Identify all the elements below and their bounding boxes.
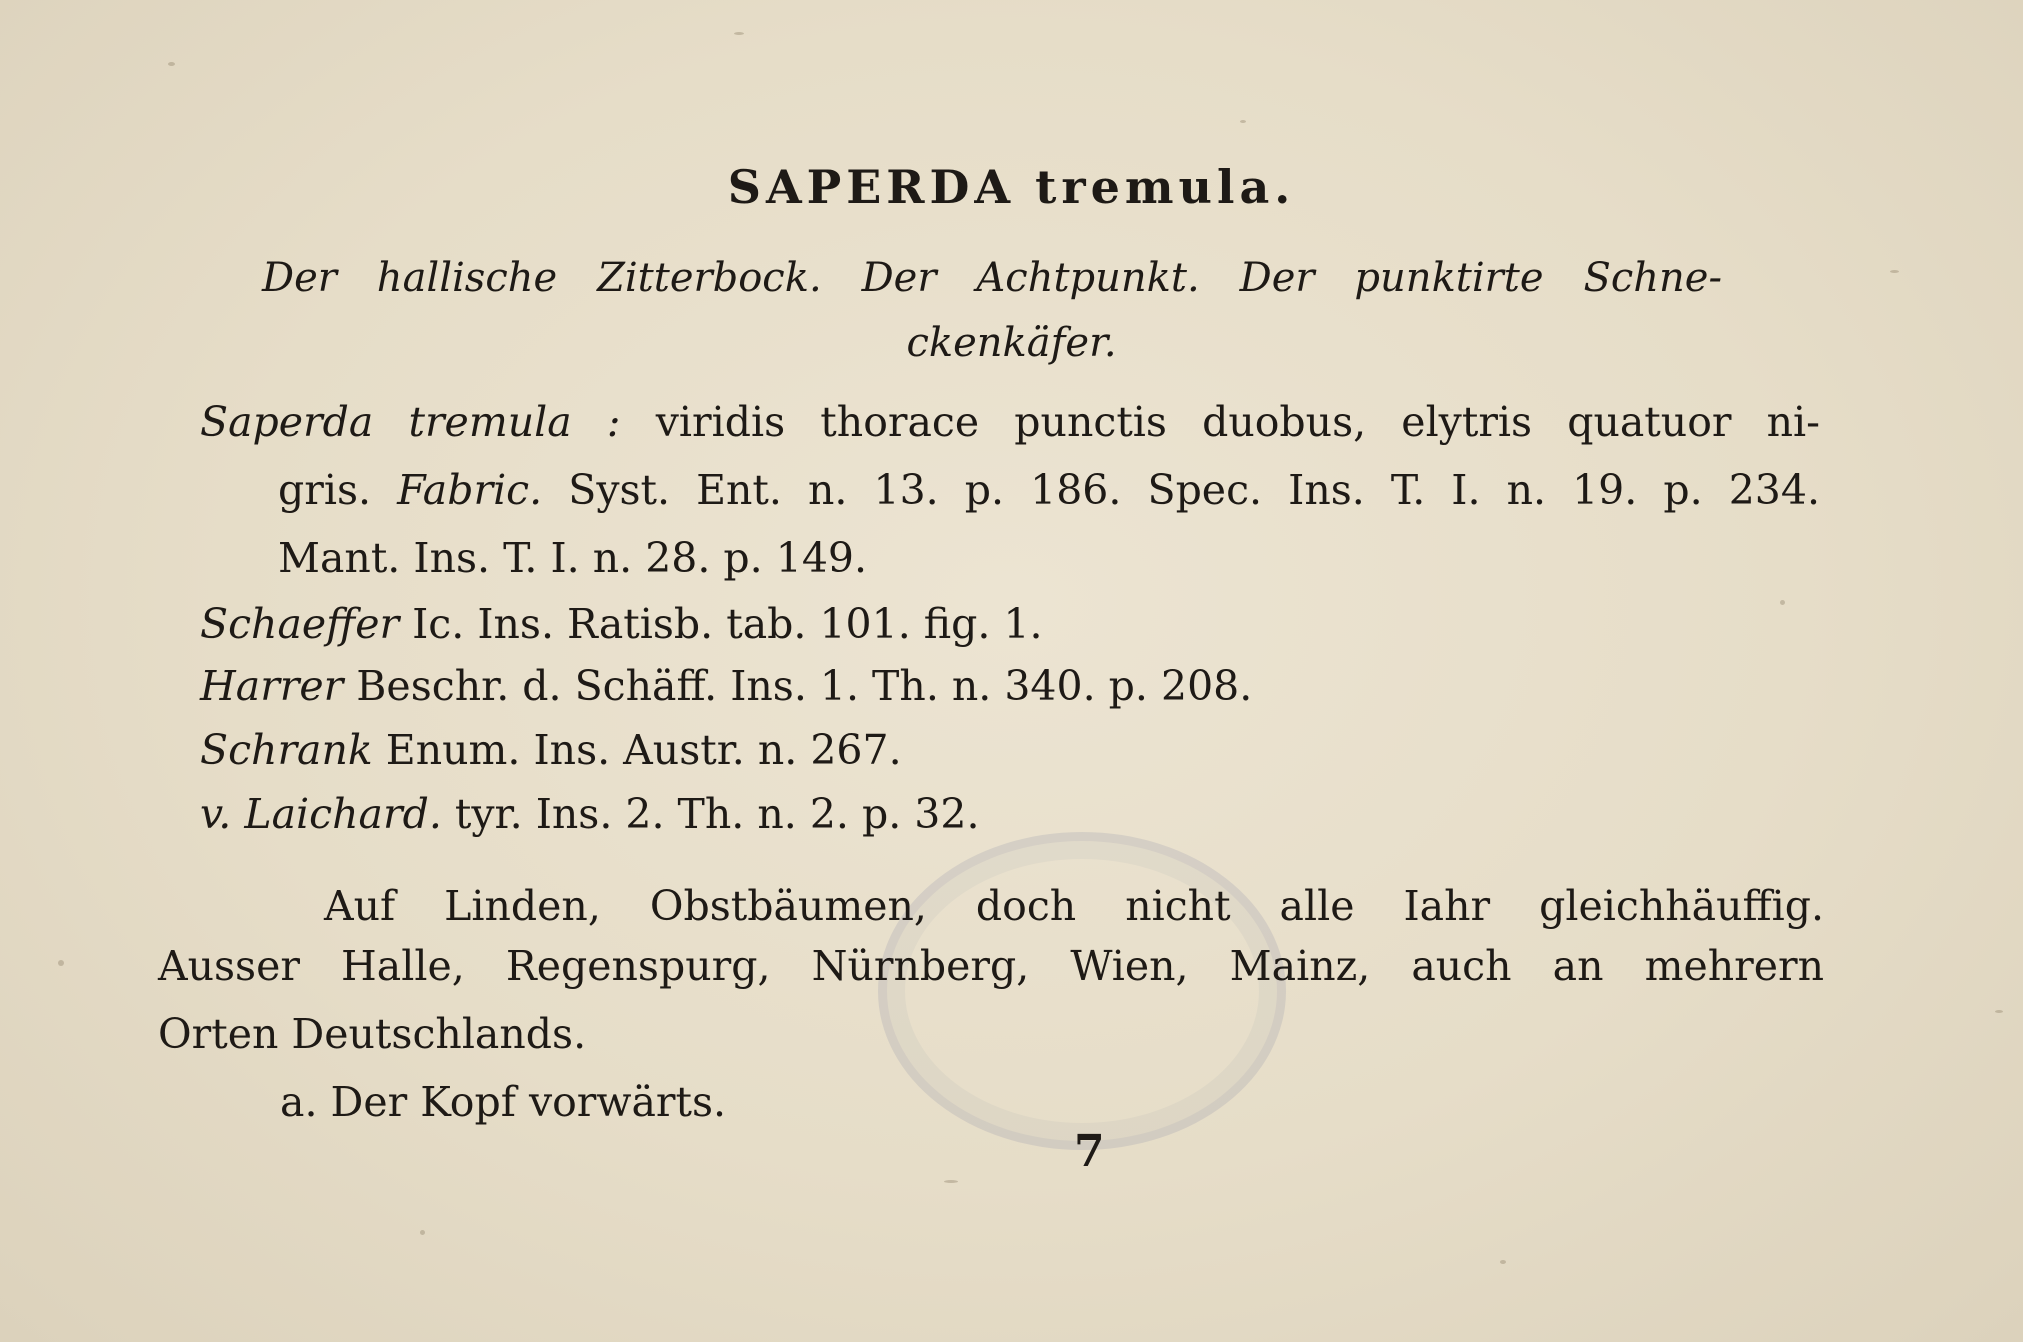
reference-text: Enum. Ins. Austr. n. 267. (372, 726, 902, 774)
reference-line-6 (200, 726, 902, 774)
habitat-line-1: Auf Linden, Obstbäumen, doch nicht alle Iahr gleichhäuffig. (324, 882, 1824, 930)
reference-text: viridis thorace punctis duobus, elytris quatuor ni- (620, 398, 1820, 446)
habitat-line-2: Ausser Halle, Regenspurg, Nürnberg, Wien, Mainz, auch an mehrern (158, 942, 1824, 990)
reference-line-3: Mant. Ins. T. I. n. 28. p. 149. (278, 534, 868, 582)
reference-line-5 (200, 662, 1252, 710)
reference-italic: Saperda tremula : (200, 398, 621, 446)
reference-italic: Schrank (200, 726, 373, 774)
reference-line-4 (200, 600, 1043, 648)
genus-name: SAPERDA (727, 160, 1016, 214)
reference-text: gris. (278, 466, 398, 514)
reference-text: Syst. Ent. n. 13. p. 186. Spec. Ins. T. I. n. 19. p. 234. (542, 466, 1820, 514)
species-title (0, 160, 2023, 214)
reference-italic: Schaeffer (200, 600, 400, 648)
reference-text: Ic. Ins. Ratisb. tab. 101. fig. 1. (399, 600, 1043, 648)
reference-text: tyr. Ins. 2. Th. n. 2. p. 32. (441, 790, 980, 838)
reference-italic: Laichard. (244, 790, 442, 838)
common-names-line-2: ckenkäfer. (906, 320, 1117, 366)
common-names-line-1: Der hallische Zitterbock. Der Achtpunkt. Der punktirte Schne- (262, 255, 1722, 301)
figure-legend: a. Der Kopf vorwärts. (280, 1078, 727, 1126)
page-number: 7 (1074, 1126, 1105, 1177)
reference-italic: Fabric. (397, 466, 543, 514)
reference-italic: Harrer (200, 662, 344, 710)
reference-text: Beschr. d. Schäff. Ins. 1. Th. n. 340. p. 208. (343, 662, 1253, 710)
reference-line-2 (278, 466, 1820, 514)
reference-line-7 (200, 790, 980, 838)
habitat-line-3: Orten Deutschlands. (158, 1010, 587, 1058)
reference-line-1 (200, 398, 1820, 446)
reference-italic: v. (200, 790, 245, 838)
species-name: tremula. (1035, 160, 1296, 214)
